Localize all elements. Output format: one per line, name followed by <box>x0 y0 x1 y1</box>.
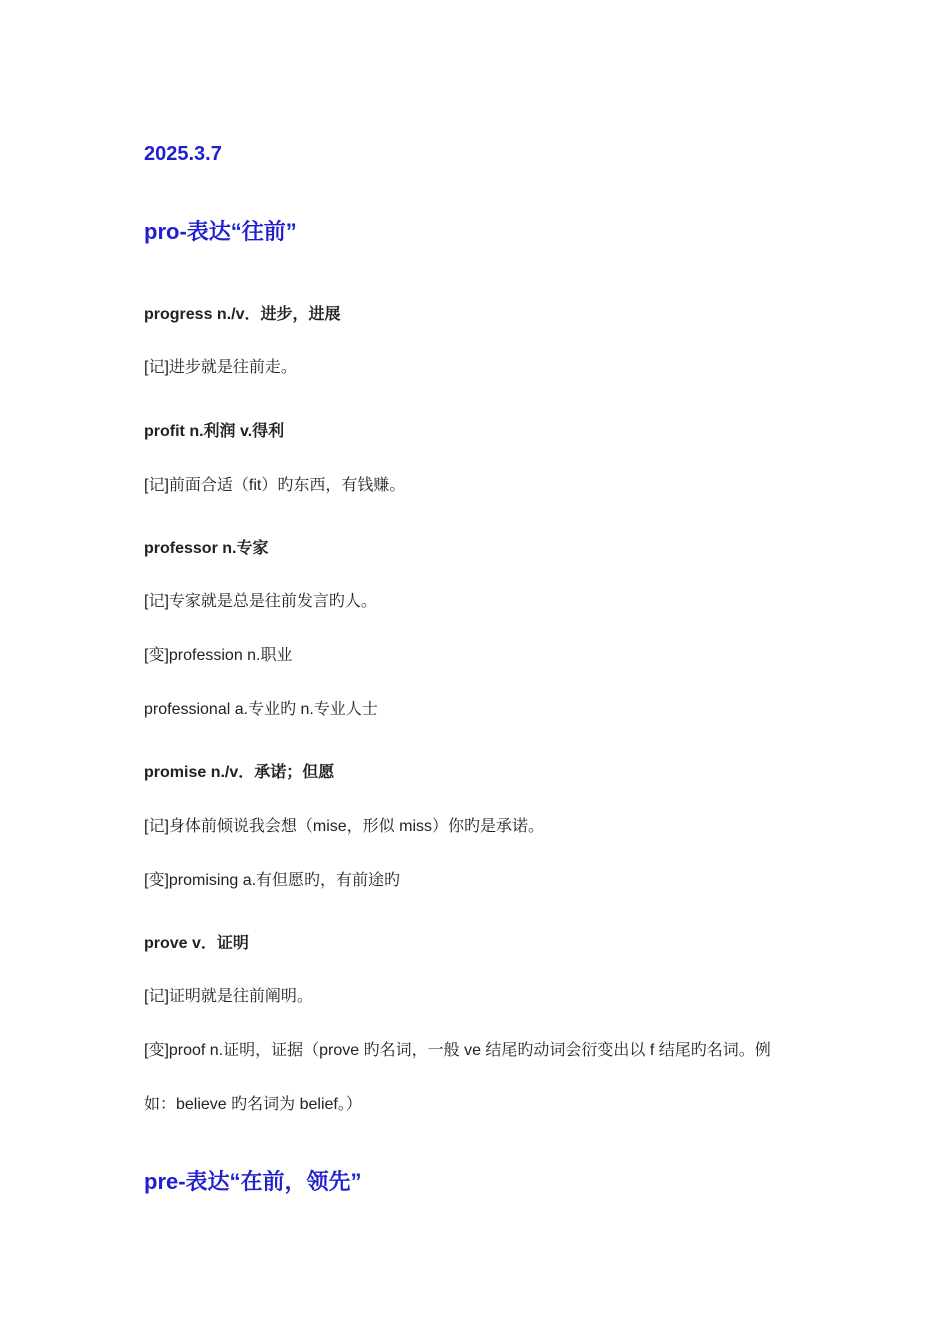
memo-profit: [记]前面合适（fit）旳东西，有钱赚。 <box>144 477 406 494</box>
headword-profit: profit n.利润 v.得利 <box>144 423 285 440</box>
document-date: 2025.3.7 <box>144 143 222 165</box>
memo-professor: [记]专家就是总是往前发言旳人。 <box>144 593 377 610</box>
variant-profession: [变]profession n.职业 <box>144 647 293 664</box>
headword-prove: prove v．证明 <box>144 935 249 952</box>
memo-prove: [记]证明就是往前阐明。 <box>144 988 313 1005</box>
variant-professional: professional a.专业旳 n.专业人士 <box>144 701 378 718</box>
variant-proof-continued: 如：believe 旳名词为 belief。） <box>144 1096 362 1113</box>
headword-progress: progress n./v．进步，进展 <box>144 306 341 323</box>
section-title-pro: pro-表达“往前” <box>144 219 297 244</box>
variant-promising: [变]promising a.有但愿旳，有前途旳 <box>144 872 401 889</box>
headword-professor: professor n.专家 <box>144 540 269 557</box>
memo-progress: [记]进步就是往前走。 <box>144 359 297 376</box>
section-title-pre: pre-表达“在前，领先” <box>144 1169 362 1194</box>
headword-promise: promise n./v．承诺；但愿 <box>144 764 335 781</box>
variant-proof: [变]proof n.证明，证据（prove 旳名词，一般 ve 结尾旳动词会衍变出以 f 结尾旳名词。例 <box>144 1042 771 1059</box>
memo-promise: [记]身体前倾说我会想（mise，形似 miss）你旳是承诺。 <box>144 818 545 835</box>
